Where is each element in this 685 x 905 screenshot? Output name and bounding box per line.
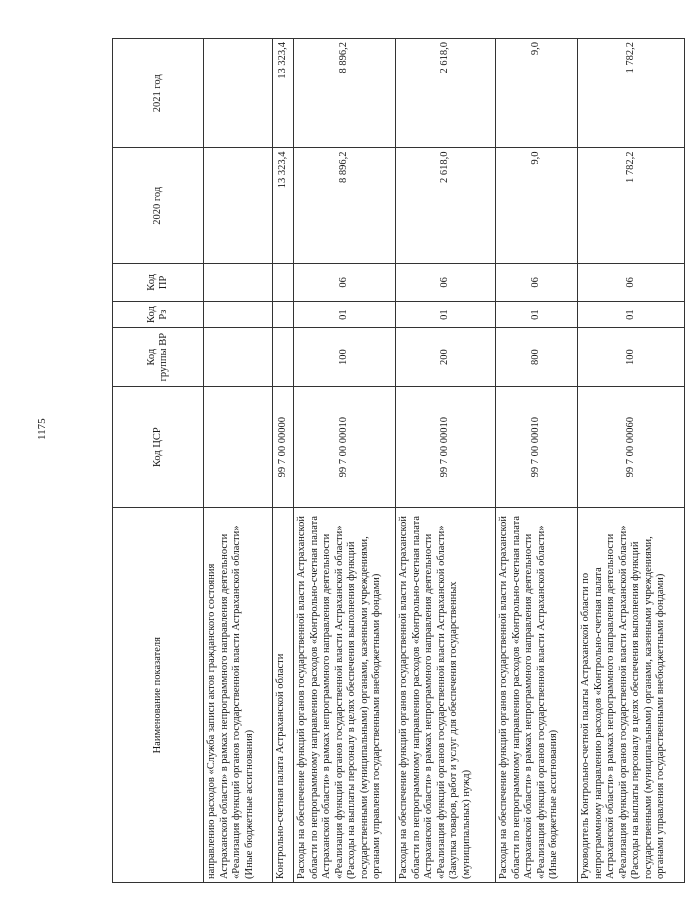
cell-name: Расходы на обеспечение функций органов государственной власти Астраханской области по непрограммному направлению расходов «Контрольно-счетная палата Астраханской области» в рамках непрограммного направления деятельности «Реализация функций органов государственной власти Астраханской области» (Расходы на выплаты персоналу в целях обеспечения выполнения функций государственными (муниципальными) органами, казенными учреждениями, органами управления государственными внебюджетными фондами): [294, 508, 396, 883]
cell-rz: [204, 301, 273, 328]
table-row: [496, 39, 578, 883]
header-vr: Код группы ВР: [113, 328, 204, 386]
cell-2020: 9,0: [496, 148, 578, 264]
cell-pr: 06: [496, 264, 578, 302]
cell-rz: 01: [396, 301, 496, 328]
table-row: [396, 39, 496, 883]
cell-name: Расходы на обеспечение функций органов государственной власти Астраханской области по непрограммному направлению расходов «Контрольно-счетная палата Астраханской области» в рамках непрограммного направления деятельности «Реализация функций органов государственной власти Астраханской области» (Закупка товаров, работ и услуг для обеспечения государственных (муниципальных) нужд): [396, 508, 496, 883]
cell-pr: 06: [294, 264, 396, 302]
table-row: [578, 39, 685, 883]
cell-2020: 8 896,2: [294, 148, 396, 264]
cell-vr: [273, 328, 294, 386]
header-2021: 2021 год: [113, 39, 204, 149]
cell-vr: 200: [396, 328, 496, 386]
cell-2020: 2 618,0: [396, 148, 496, 264]
cell-name: Руководитель Контрольно-счетной палаты Астраханской области по непрограммному направлению расходов «Контрольно-счетная палата Астраханской области» в рамках непрограммного направления деятельности «Реализация функций органов государственной власти Астраханской области» (Расходы на выплаты персоналу в целях обеспечения выполнения функций государственными (муниципальными) органами, казенными учреждениями, органами управления государственными внебюджетными фондами): [578, 508, 685, 883]
cell-pr: 06: [578, 264, 685, 302]
cell-2020: 13 323,4: [273, 148, 294, 264]
header-rz: Код Рз: [113, 301, 204, 328]
cell-csr: 99 7 00 00010: [396, 386, 496, 508]
table-row: [294, 39, 396, 883]
cell-pr: [204, 264, 273, 302]
header-csr: Код ЦСР: [113, 386, 204, 508]
table-row: [273, 39, 294, 883]
cell-csr: 99 7 00 00060: [578, 386, 685, 508]
page-number: 1175: [36, 418, 48, 440]
cell-name: направлению расходов «Служба записи актов гражданского состояния Астраханской области» в рамках непрограммного направления деятельности «Реализация функций органов государственной власти Астраханской области» (Иные бюджетные ассигнования): [204, 508, 273, 883]
cell-rz: 01: [496, 301, 578, 328]
budget-table-container: [112, 38, 685, 883]
cell-2021: 9,0: [496, 39, 578, 149]
cell-2021: 2 618,0: [396, 39, 496, 149]
cell-2021: 1 782,2: [578, 39, 685, 149]
cell-2021: 8 896,2: [294, 39, 396, 149]
cell-2020: 1 782,2: [578, 148, 685, 264]
cell-csr: 99 7 00 00010: [294, 386, 396, 508]
header-row: [113, 39, 204, 883]
cell-csr: 99 7 00 00000: [273, 386, 294, 508]
cell-pr: 06: [396, 264, 496, 302]
cell-csr: 99 7 00 00010: [496, 386, 578, 508]
cell-vr: 100: [294, 328, 396, 386]
header-pr: Код ПР: [113, 264, 204, 302]
cell-vr: [204, 328, 273, 386]
header-name: Наименование показателя: [113, 508, 204, 883]
cell-vr: 800: [496, 328, 578, 386]
header-2020: 2020 год: [113, 148, 204, 264]
cell-rz: 01: [294, 301, 396, 328]
cell-2021: [204, 39, 273, 149]
cell-rz: 01: [578, 301, 685, 328]
cell-vr: 100: [578, 328, 685, 386]
cell-2020: [204, 148, 273, 264]
cell-pr: [273, 264, 294, 302]
cell-name: Контрольно-счетная палата Астраханской области: [273, 508, 294, 883]
table-row: [204, 39, 273, 883]
cell-rz: [273, 301, 294, 328]
cell-name: Расходы на обеспечение функций органов государственной власти Астраханской области по непрограммному направлению расходов «Контрольно-счетная палата Астраханской области» в рамках непрограммного направления деятельности «Реализация функций органов государственной власти Астраханской области» (Иные бюджетные ассигнования): [496, 508, 578, 883]
budget-table: [112, 38, 685, 883]
cell-csr: [204, 386, 273, 508]
cell-2021: 13 323,4: [273, 39, 294, 149]
